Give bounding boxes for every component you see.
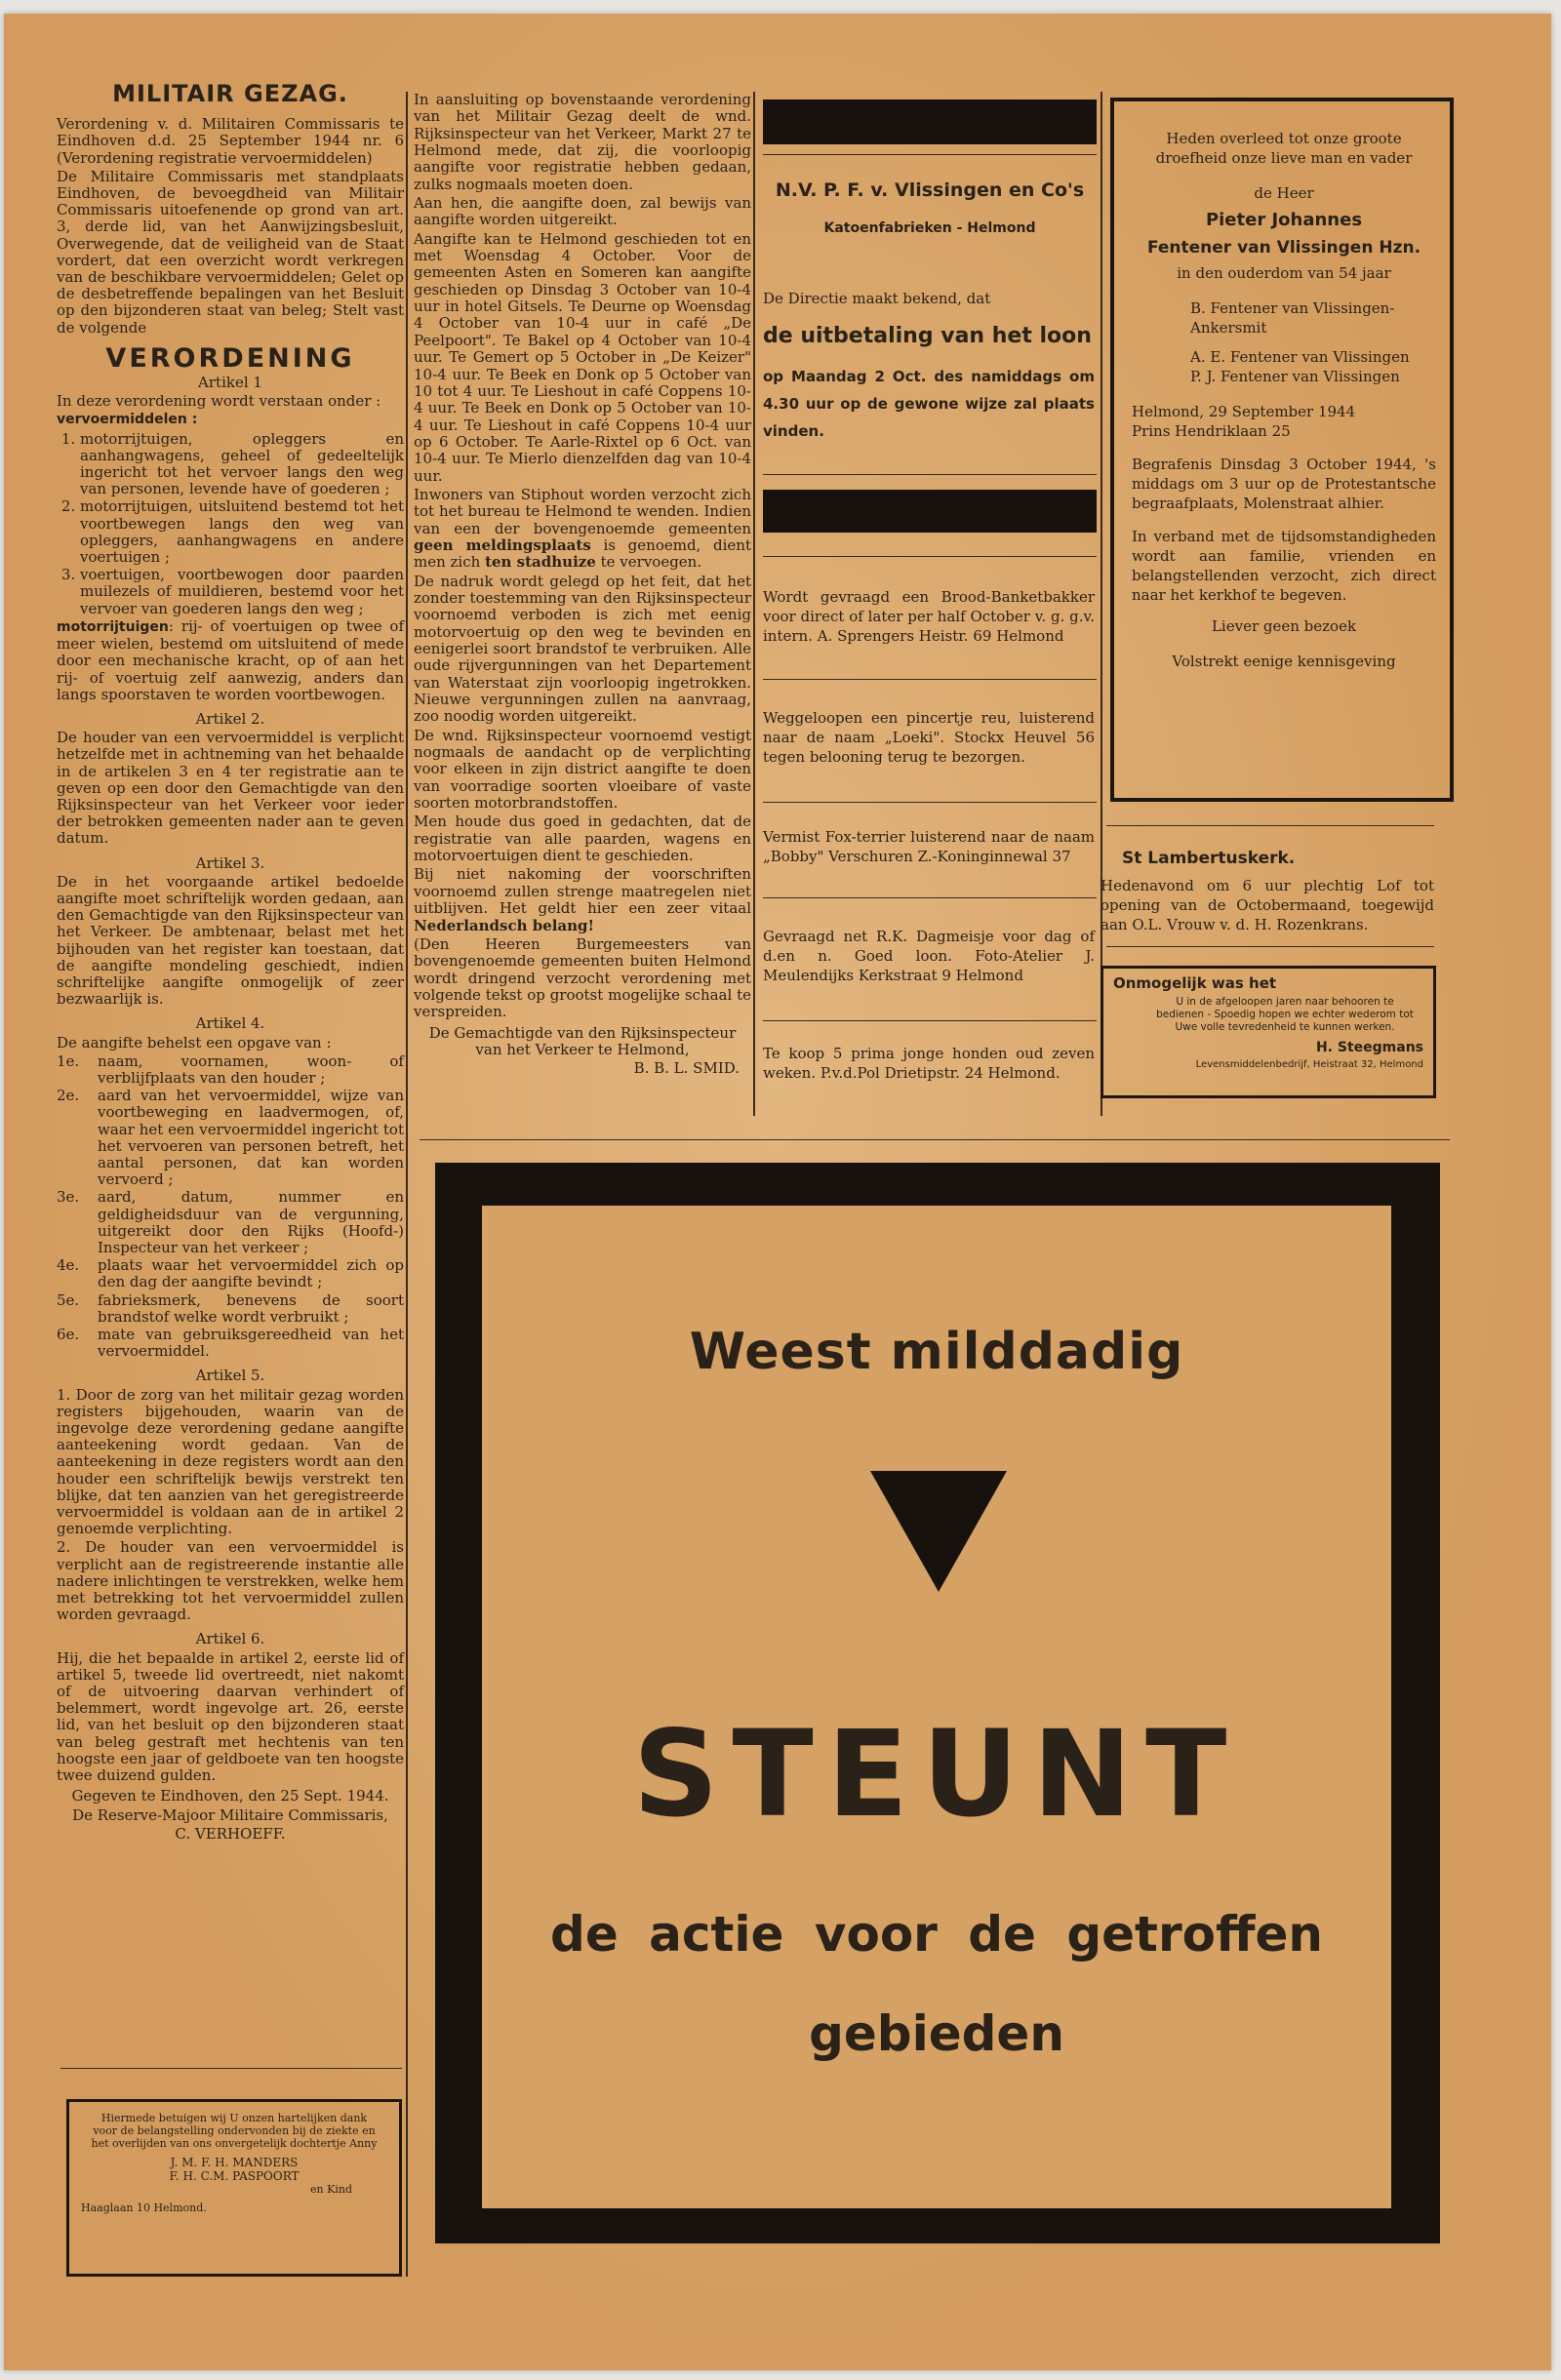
- ad-rule: [763, 897, 1097, 898]
- article-3-text: De in het voorgaande artikel bedoelde aangifte moet schriftelijk worden gedaan, aan den Gemachtigde van den Rijksinspecteur van het Verkeer. De ambtenaar, belast met het bijhouden van het register kan toestaan, dat de aangifte mondeling geschiedt, indien schriftelijke aangifte onmogelijk of zeer bezwaarlijk is.: [57, 872, 404, 1009]
- column-rule: [406, 92, 408, 2277]
- list-item: 2e. aard van het vervoermiddel, wijze van voortbeweging en laadvermogen, of, waar het een vervoermiddel ingericht tot het vervoeren van personen betreft, het aantal personen, dat kan worden vervoerd ;: [57, 1087, 404, 1189]
- article-2-text: De houder van een vervoermiddel is verplicht hetzelfde met in achtneming van het behaalde in de artikelen 3 en 4 ter registratie aan te geven op een door den Gemachtigde van den Rijksinspecteur van het Verkeer voor ieder der betrokken gemeenten nader aan te geven datum.: [57, 729, 404, 848]
- decree-title: MILITAIR GEZAG.: [112, 80, 348, 107]
- obituary-date: Helmond, 29 September 1944: [1132, 403, 1356, 420]
- notice-signer-name: B. B. L. SMID.: [633, 1059, 740, 1078]
- triangle-icon: [870, 1471, 1007, 1598]
- ad-rule: [763, 1020, 1097, 1021]
- classified-ad: Weggeloopen een pincertje reu, luisterend naar de naam „Loeki". Stockx Heuvel 56 tegen belooning terug te bezorgen.: [763, 709, 1095, 766]
- signer-name: C. VERHOEFF.: [175, 1824, 286, 1843]
- steegmans-ad-box: [1101, 966, 1436, 1098]
- section-rule: [420, 1139, 1450, 1140]
- notice-intro: De Directie maakt bekend, dat: [763, 290, 991, 307]
- obituary-notice: Volstrekt eenige kennisgeving: [1172, 653, 1396, 670]
- obituary-relative: A. E. Fentener van Vlissingen: [1190, 348, 1410, 366]
- article-4-heading: Artikel 4.: [195, 1014, 265, 1033]
- article-3-heading: Artikel 3.: [195, 853, 265, 872]
- decree-preamble: De Militaire Commissaris met standplaats Eindhoven, de bevoegdheid van Militair Commissaris uitoefenende op grond van art. 3, derde lid, van het Aanwijzingsbesluit, Overwegende, dat de veiligheid van de Staat vordert, dat een overzicht wordt verkregen van de beschikbare vervoermiddelen; Gelet op de desbetreffende bepalingen van het Besluit op den bijzonderen staat van beleg; Stelt vast de volgende: [57, 167, 404, 337]
- notice-paragraph: In aansluiting op bovenstaande verordening van het Militair Gezag deelt de wnd. Rijksinspecteur van het Verkeer, Markt 27 te Helmond mede, dat zij, die voorloopig aangifte voor registratie hebben gedaan, zulks nogmaals moeten doen.: [414, 91, 751, 193]
- article-4-intro: De aangifte behelst een opgave van :: [57, 1033, 332, 1051]
- definition-list: [57, 431, 404, 617]
- steegmans-name: H. Steegmans: [1315, 1040, 1423, 1055]
- obituary-no-visits: Liever geen bezoek: [1211, 617, 1357, 635]
- company-subtitle: Katoenfabrieken - Helmond: [823, 220, 1036, 236]
- thanks-name: en Kind: [310, 2183, 352, 2196]
- list-item: 6e. mate van gebruiksgereedheid van het vervoermiddel.: [57, 1326, 404, 1361]
- list-item: 5e. fabrieksmerk, benevens de soort brandstof welke wordt verbruikt ;: [57, 1290, 404, 1326]
- thanks-text: Hiermede betuigen wij U onzen hartelijken dank voor de belangstelling ondervonden bij de ziekte en het overlijden van ons onvergetelijk dochtertje Anny: [91, 2112, 378, 2150]
- steegmans-title: Onmogelijk was het: [1113, 974, 1277, 992]
- section-rule: [60, 2068, 402, 2069]
- poster-line-2: STEUNT: [632, 1705, 1241, 1844]
- definition-item: 3. voertuigen, voortbewogen door paarden muilezels of muildieren, bestemd voor het vervoer van goederen langs den weg ;: [80, 567, 404, 617]
- thanks-notice-box: [66, 2099, 402, 2277]
- decree-intro: Verordening v. d. Militairen Commissaris te Eindhoven d.d. 25 September 1944 nr. 6 (Verordening registratie vervoermiddelen): [57, 115, 404, 167]
- term-vervoermiddelen: vervoermiddelen :: [57, 412, 198, 428]
- obituary-relative: P. J. Fentener van Vlissingen: [1190, 368, 1400, 385]
- emphasis: Nederlandsch belang!: [414, 916, 595, 934]
- classified-ad: Vermist Fox-terrier luisterend naar de naam „Bobby" Verschuren Z.-Koninginnewal 37: [763, 828, 1095, 865]
- article-4-list: [57, 1053, 404, 1361]
- steegmans-address: Levensmiddelenbedrijf, Heistraat 32, Helmond: [1195, 1059, 1423, 1070]
- notice-paragraph: De nadruk wordt gelegd op het feit, dat het zonder toestemming van den Rijksinspecteur voornoemd verboden is zich met eenig motorvoertuig op den weg te bevinden en eenigerlei soort brandstof te verbruiken. Alle oude rijvergunningen van het Departement van Waterstaat zijn voorloopig ingetrokken. Nieuwe vergunningen zullen na aanvraag, zoo noodig worden uitgereikt.: [414, 572, 751, 726]
- notice-paragraph: Men houde dus goed in gedachten, dat de registratie van alle paarden, wagens en motorvoertuigen dient te geschieden.: [414, 813, 751, 865]
- notice-paragraph: Aangifte kan te Helmond geschieden tot en met Woensdag 4 October. Voor de gemeenten Asten en Someren kan aangifte geschieden op Dinsdag 3 October van 10-4 uur in hotel Gitsels. Te Deurne op Woensdag 4 October van 10-4 uur in café „De Peelpoort". Te Bakel op 4 October van 10-4 uur. Te Gemert op 5 October in „De Keizer" 10-4 uur. Te Beek en Donk op 5 October van 10 tot 4 uur. Te Lieshout in café Coppens 10-4 uur. Te Beek en Donk op 5 October van 10-4 uur. Te Lieshout in café Coppens 10-4 uur op 6 October. Te Aarle-Rixtel op 6 Oct. van 10-4 uur. Te Mierlo dienzelfden dag van 10-4 uur.: [414, 229, 751, 485]
- church-title: St Lambertuskerk.: [1122, 849, 1296, 868]
- decree-heading: VERORDENING: [105, 342, 355, 374]
- article-2-heading: Artikel 2.: [195, 709, 265, 728]
- thanks-name: J. M. F. H. MANDERS: [170, 2156, 299, 2169]
- obituary-box: [1110, 98, 1454, 802]
- notice-paragraph: Aan hen, die aangifte doen, zal bewijs van aangifte worden uitgereikt.: [414, 194, 751, 229]
- article-5-text-2: 2. De houder van een vervoermiddel is verplicht aan de registreerende instantie alle nadere inlichtingen te verstrekken, welke hem met betrekking tot het vervoermiddel zullen worden gevraagd.: [57, 1538, 404, 1624]
- section-rule: [1106, 946, 1434, 947]
- list-item: 4e. plaats waar het vervoermiddel zich op den dag der aangifte bevindt ;: [57, 1256, 404, 1291]
- ad-rule: [763, 679, 1097, 680]
- notice-paragraph: (Den Heeren Burgemeesters van bovengenoemde gemeenten buiten Helmond wordt dringend verzocht verordening met volgende tekst op grootst mogelijke schaal te verspreiden.: [414, 934, 751, 1021]
- article-1-intro: In deze verordening wordt verstaan onder :: [57, 392, 381, 411]
- obituary-honorific: de Heer: [1254, 184, 1314, 202]
- obituary-age: in den ouderdom van 54 jaar: [1177, 264, 1391, 282]
- obituary-request: In verband met de tijdsomstandigheden wordt aan familie, vrienden en belangstellenden verzocht, zich direct naar het kerkhof te begeven.: [1132, 528, 1436, 604]
- obituary-surname: Fentener van Vlissingen Hzn.: [1146, 238, 1421, 258]
- column-military-decree: [57, 76, 404, 1844]
- column-traffic-notice: [414, 92, 751, 1080]
- classified-ad: Te koop 5 prima jonge honden oud zeven weken. P.v.d.Pol Drietipstr. 24 Helmond.: [763, 1045, 1095, 1082]
- obituary-intro: Heden overleed tot onze groote droefheid onze lieve man en vader: [1155, 130, 1413, 167]
- definition-item: 2. motorrijtuigen, uitsluitend bestemd tot het voortbewegen langs den weg van opleggers, aanhangwagens en andere voertuigen ;: [80, 498, 404, 566]
- signer-title: De Reserve-Majoor Militaire Commissaris,: [72, 1805, 388, 1824]
- notice-paragraph: De wnd. Rijksinspecteur voornoemd vestigt nogmaals de aandacht op de verplichting voor elkeen in zijn district aangifte te doen van voorradige soorten vloeibare of vaste soorten motorbrandstoffen.: [414, 726, 751, 813]
- section-rule: [1106, 825, 1434, 826]
- poster-line-4: gebieden: [809, 2005, 1064, 2062]
- ad-rule: [763, 556, 1097, 557]
- article-6-heading: Artikel 6.: [195, 1630, 265, 1648]
- poster-line-1: Weest milddadig: [689, 1323, 1184, 1381]
- ad-rule: [763, 474, 1097, 475]
- notice-paragraph: Inwoners van Stiphout worden verzocht zich tot het bureau te Helmond te wenden. Indien van een der bovengenoemde gemeenten geen meldingsplaats is genoemd, dient men zich ten stadhuize te vervoegen.: [414, 485, 751, 572]
- thanks-name: F. H. C.M. PASPOORT: [169, 2169, 300, 2183]
- definition-motorrijtuigen: : rij- of voertuigen op twee of meer wielen, bestemd om uitsluitend of mede door een mechanische kracht, op of aan het rij- of voertuig zelf aanwezig, anders dan langs spoorstaven te worden voortbewogen.: [57, 616, 404, 703]
- column-rule: [1101, 92, 1102, 1116]
- ad-rule: [763, 802, 1097, 803]
- church-text: Hedenavond om 6 uur plechtig Lof tot opening van de Octobermaand, toegewijd aan O.L. Vrouw v. d. H. Rozenkrans.: [1101, 877, 1434, 933]
- poster-line-3: de actie voor de getroffen: [550, 1906, 1323, 1963]
- article-5-heading: Artikel 5.: [195, 1367, 265, 1385]
- definition-item: 1. motorrijtuigen, opleggers en aanhangwagens, geheel of gedeeltelijk ingericht tot het vervoer langs den weg van personen, levende have of goederen ;: [80, 431, 404, 498]
- thanks-address: Haaglaan 10 Helmond.: [81, 2202, 207, 2214]
- classified-ad: Wordt gevraagd een Brood-Banketbakker voor direct of later per half October v. g. g.v. intern. A. Sprengers Heistr. 69 Helmond: [763, 588, 1095, 645]
- article-5-text-1: 1. Door de zorg van het militair gezag worden registers bijgehouden, waarin van de ingevolge deze verordening gedane aangifte aanteekening wordt gedaan. Van de aanteekening in deze registers wordt aan den houder een schriftelijk bewijs verstrekt ten blijke, dat ten aanzien van het geregistreerde vervoermiddel is voldaan aan de in artikel 2 genoemde verplichting.: [57, 1385, 404, 1538]
- poster-panel: [482, 1206, 1391, 2208]
- obituary-funeral: Begrafenis Dinsdag 3 October 1944, 's middags om 3 uur op de Protestantsche begraafplaats, Molenstraat alhier.: [1132, 456, 1436, 512]
- obituary-address: Prins Hendriklaan 25: [1132, 422, 1291, 440]
- emphasis: geen meldingsplaats: [414, 536, 591, 554]
- notice-detail: op Maandag 2 Oct. des namiddags om 4.30 uur op de gewone wijze zal plaats vinden.: [763, 368, 1095, 440]
- obituary-relative: B. Fentener van Vlissingen-Ankersmit: [1190, 299, 1395, 337]
- decorative-black-bar: [763, 99, 1097, 144]
- decree-given: Gegeven te Eindhoven, den 25 Sept. 1944.: [71, 1787, 389, 1805]
- company-name: N.V. P. F. v. Vlissingen en Co's: [775, 179, 1085, 201]
- obituary-name: Pieter Johannes: [1205, 210, 1363, 230]
- notice-headline: de uitbetaling van het loon: [763, 324, 1092, 348]
- ad-rule: [763, 154, 1097, 155]
- decorative-black-bar: [763, 490, 1097, 533]
- article-1-heading: Artikel 1: [198, 374, 262, 392]
- article-6-text: Hij, die het bepaalde in artikel 2, eerste lid of artikel 5, tweede lid overtreedt, niet nakomt of de uitvoering daarvan verhindert of belemmert, wordt ingevolge art. 26, eerste lid, van het besluit op den bijzonderen staat van beleg gestraft met hechtenis van ten hoogste een jaar of geldboete van ten hoogste twee duizend gulden.: [57, 1648, 404, 1785]
- list-item: 1e. naam, voornamen, woon- of verblijfplaats van den houder ;: [57, 1051, 404, 1087]
- notice-signer-title: De Gemachtigde van den Rijksinspecteur van het Verkeer te Helmond,: [428, 1023, 737, 1058]
- steegmans-text: U in de afgeloopen jaren naar behooren te bedienen - Spoedig hopen we echter wederom tot Uwe volle tevredenheid te kunnen werken.: [1156, 996, 1414, 1033]
- notice-paragraph: Bij niet nakoming der voorschriften voornoemd zullen strenge maatregelen niet uitblijven. Het geldt hier een zeer vitaal Nederlandsch belang!: [414, 865, 751, 934]
- classified-ad: Gevraagd net R.K. Dagmeisje voor dag of d.en n. Goed loon. Foto-Atelier J. Meulendijks Kerkstraat 9 Helmond: [763, 928, 1095, 984]
- term-motorrijtuigen: motorrijtuigen: [57, 618, 169, 635]
- column-rule: [753, 92, 755, 1116]
- emphasis: ten stadhuize: [485, 553, 596, 572]
- list-item: 3e. aard, datum, nummer en geldigheidsduur van de vergunning, uitgereikt door den Rijks (Hoofd-) Inspecteur van het verkeer ;: [57, 1188, 404, 1256]
